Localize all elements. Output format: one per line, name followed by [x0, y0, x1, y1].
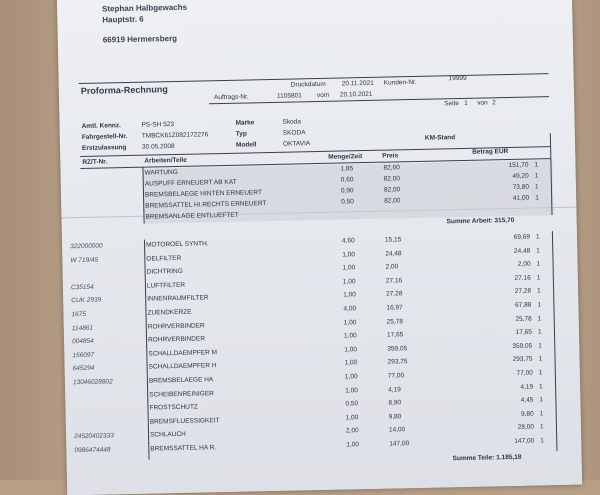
item-amount: 359,05: [512, 342, 533, 350]
sender-city: 66919 Hermersberg: [102, 33, 178, 45]
item-quantity: 1,00: [343, 332, 357, 340]
seite-label: Seite: [444, 100, 460, 108]
item-amount: 151,70: [508, 161, 529, 170]
item-amount: 67,88: [515, 301, 532, 309]
erstzulassung-value: 30.05.2008: [141, 143, 175, 151]
km-stand-label: KM-Stand: [424, 134, 456, 142]
item-tax-code: 1: [537, 301, 542, 309]
auftrags-nr-label: Auftrags-Nr.: [213, 93, 249, 102]
item-tax-code: 1: [539, 410, 544, 418]
item-amount: 28,00: [517, 423, 535, 432]
druckdatum-label: Druckdatum: [290, 80, 326, 89]
item-description: DICHTRING: [146, 268, 183, 276]
item-tax-code: 1: [539, 423, 544, 431]
part-code: 1675: [71, 310, 87, 319]
item-price: 77,00: [387, 372, 405, 380]
item-description: BREMSANLAGE ENTLUEFTET: [145, 211, 239, 221]
col-menge-header: Menge/Zeit: [328, 153, 363, 161]
typ-label: Typ: [235, 130, 247, 138]
item-quantity: 4,60: [341, 237, 355, 245]
item-amount: 2,00: [517, 260, 531, 269]
item-quantity: 1,00: [344, 346, 358, 354]
item-quantity: 0,90: [340, 187, 354, 195]
vom-value: 20.10.2021: [339, 90, 373, 99]
item-description: AUSPUFF ERNEUERT AB KAT: [144, 178, 237, 188]
item-price: 82,00: [383, 186, 401, 194]
item-price: 82,00: [384, 197, 401, 205]
item-tax-code: 1: [537, 287, 541, 295]
item-description: BREMSFLUESSIGKEIT: [149, 416, 220, 426]
item-price: 15,15: [384, 236, 402, 244]
vom-label: vom: [316, 91, 330, 100]
item-description: SCHALLDAEMPFER H: [148, 362, 217, 371]
part-code: 114861: [71, 324, 94, 332]
marke-label: Marke: [235, 119, 255, 127]
item-price: 147,00: [389, 440, 410, 448]
item-tax-code: 1: [534, 172, 539, 180]
item-price: 14,00: [388, 426, 406, 434]
item-amount: 293,75: [512, 355, 533, 364]
item-description: SCHLAUCH: [149, 431, 186, 439]
item-amount: 4,45: [520, 396, 534, 405]
item-price: 27,28: [386, 290, 403, 299]
erstzulassung-label: Erstzulassung: [81, 144, 127, 152]
item-price: 9,80: [388, 413, 402, 421]
item-tax-code: 1: [535, 233, 540, 241]
item-price: 82,00: [383, 175, 401, 183]
kennz-label: Amtl. Kennz.: [81, 122, 122, 130]
item-quantity: 1,00: [344, 359, 358, 367]
item-quantity: 0,60: [340, 176, 354, 184]
item-description: OELFILTER: [146, 254, 182, 263]
col-preis-header: Preis: [382, 152, 399, 160]
item-description: LUFTFILTER: [146, 281, 186, 290]
part-code: 0986474448: [74, 446, 111, 455]
item-tax-code: 1: [538, 369, 543, 377]
item-tax-code: 1: [540, 437, 544, 445]
item-quantity: 1,00: [346, 441, 360, 449]
item-amount: 73,80: [512, 183, 530, 191]
typ-value: SKODA: [282, 129, 306, 137]
item-tax-code: 1: [537, 314, 542, 323]
item-price: 17,65: [386, 331, 404, 339]
document-title: Proforma-Rechnung: [80, 84, 168, 96]
item-tax-code: 1: [534, 161, 539, 169]
col-nr-header: RZ/T-Nr.: [82, 158, 108, 166]
part-code: 156097: [72, 351, 95, 359]
item-description: WARTUNG: [144, 168, 178, 177]
part-code: CUK 2939: [71, 296, 102, 305]
item-description: BREMSSATTEL HA R.: [150, 444, 217, 453]
item-price: 16,97: [386, 304, 403, 312]
item-quantity: 1,00: [345, 414, 359, 422]
item-tax-code: 1: [535, 194, 539, 202]
invoice-paper: [57, 0, 582, 495]
item-description: BREMSSATTEL HI.RECHTS ERNEUERT: [145, 200, 267, 210]
item-description: MOTOROEL SYNTH.: [145, 240, 209, 249]
part-code: W 719/45: [70, 256, 99, 264]
item-amount: 77,00: [516, 369, 533, 377]
item-quantity: 1,00: [342, 264, 356, 272]
seite-value: 1: [464, 99, 468, 107]
item-quantity: 0,50: [341, 198, 354, 206]
item-tax-code: 1: [539, 396, 544, 404]
col-betrag-header: Betrag EUR: [472, 148, 509, 156]
item-amount: 4,19: [520, 383, 534, 391]
part-code: 322000000: [70, 242, 103, 251]
von-label: von: [477, 99, 488, 107]
druckdatum-value: 20.11.2021: [341, 79, 374, 88]
item-price: 27,16: [385, 277, 403, 285]
part-code: 13046028802: [72, 378, 113, 387]
item-quantity: 1,00: [345, 386, 358, 395]
marke-value: Skoda: [282, 118, 302, 126]
item-price: 82,00: [383, 164, 400, 172]
item-price: 359,05: [387, 344, 408, 353]
item-description: FROSTSCHUTZ: [149, 403, 198, 412]
sender-street: Hauptstr. 6: [102, 14, 144, 25]
item-amount: 69,69: [513, 233, 531, 241]
item-tax-code: 1: [538, 355, 543, 363]
item-description: SCHALLDAEMPFER M: [148, 348, 218, 358]
item-description: ROHRVERBINDER: [147, 322, 205, 331]
summe-arbeit: Summe Arbeit: 315,70: [446, 216, 515, 226]
item-quantity: 1,00: [344, 373, 358, 381]
item-price: 8,90: [388, 399, 402, 407]
modell-value: OKTAVIA: [282, 140, 311, 148]
kunden-nr-label: Kunden-Nr.: [383, 78, 417, 87]
item-tax-code: 1: [539, 382, 543, 391]
item-description: SCHEIBENREINIGER: [149, 389, 214, 399]
kennz-value: PS-SH 523: [141, 121, 175, 129]
modell-label: Modell: [235, 141, 257, 149]
fahrgestell-value: TMBCK61Z082172276: [141, 131, 209, 140]
item-quantity: 1,00: [342, 278, 356, 286]
item-tax-code: 1: [534, 183, 539, 191]
item-quantity: 1,00: [342, 250, 356, 259]
item-quantity: 4,00: [343, 305, 357, 313]
item-tax-code: 1: [536, 246, 540, 255]
part-code: 24520402333: [74, 432, 114, 441]
von-value: 2: [492, 99, 496, 107]
fahrgestell-label: Fahrgestell-Nr.: [81, 133, 128, 141]
item-tax-code: 1: [537, 328, 542, 336]
item-description: BREMSBELAEGE HA: [148, 376, 214, 385]
item-description: ROHRVERBINDER: [147, 335, 206, 344]
kunden-nr-value: 19999: [448, 74, 467, 83]
item-amount: 27,16: [514, 274, 531, 282]
item-description: BREMSBELAEGE HINTEN ERNEUERT: [144, 189, 262, 199]
item-price: 293,75: [387, 358, 408, 366]
item-tax-code: 1: [536, 260, 541, 268]
summe-teile: Summe Teile: 1.185,18: [452, 453, 522, 463]
item-amount: 49,20: [512, 172, 529, 180]
item-price: 25,78: [386, 317, 404, 326]
item-description: INNENRAUMFILTER: [147, 294, 209, 304]
item-quantity: 0,50: [345, 400, 359, 408]
part-code: 645294: [72, 365, 95, 373]
part-code: 004854: [72, 337, 94, 346]
item-amount: 27,28: [514, 287, 532, 296]
item-amount: 17,65: [515, 328, 533, 337]
item-quantity: 2,00: [345, 427, 359, 435]
item-amount: 25,78: [515, 315, 532, 323]
item-price: 24,48: [385, 249, 402, 258]
item-amount: 41,00: [512, 194, 530, 202]
item-amount: 24,48: [513, 247, 531, 255]
sender-name: Stephan Halbgewachs: [102, 2, 188, 14]
auftrags-nr-value: 1105801: [276, 92, 302, 100]
item-quantity: 1,85: [340, 165, 354, 173]
item-description: ZUENDKERZE: [147, 308, 192, 317]
item-quantity: 1,00: [343, 318, 357, 327]
item-tax-code: 1: [536, 274, 541, 282]
item-amount: 9,80: [520, 410, 534, 418]
part-code: C35154: [70, 283, 94, 292]
item-quantity: 1,00: [343, 291, 356, 299]
item-price: 2,00: [385, 263, 399, 271]
col-arbeiten-header: Arbeiten/Teile: [144, 156, 187, 165]
item-tax-code: 1: [538, 342, 542, 350]
item-amount: 147,00: [514, 437, 535, 445]
item-price: 4,19: [388, 385, 401, 394]
header-bottom-rule: [209, 96, 549, 107]
